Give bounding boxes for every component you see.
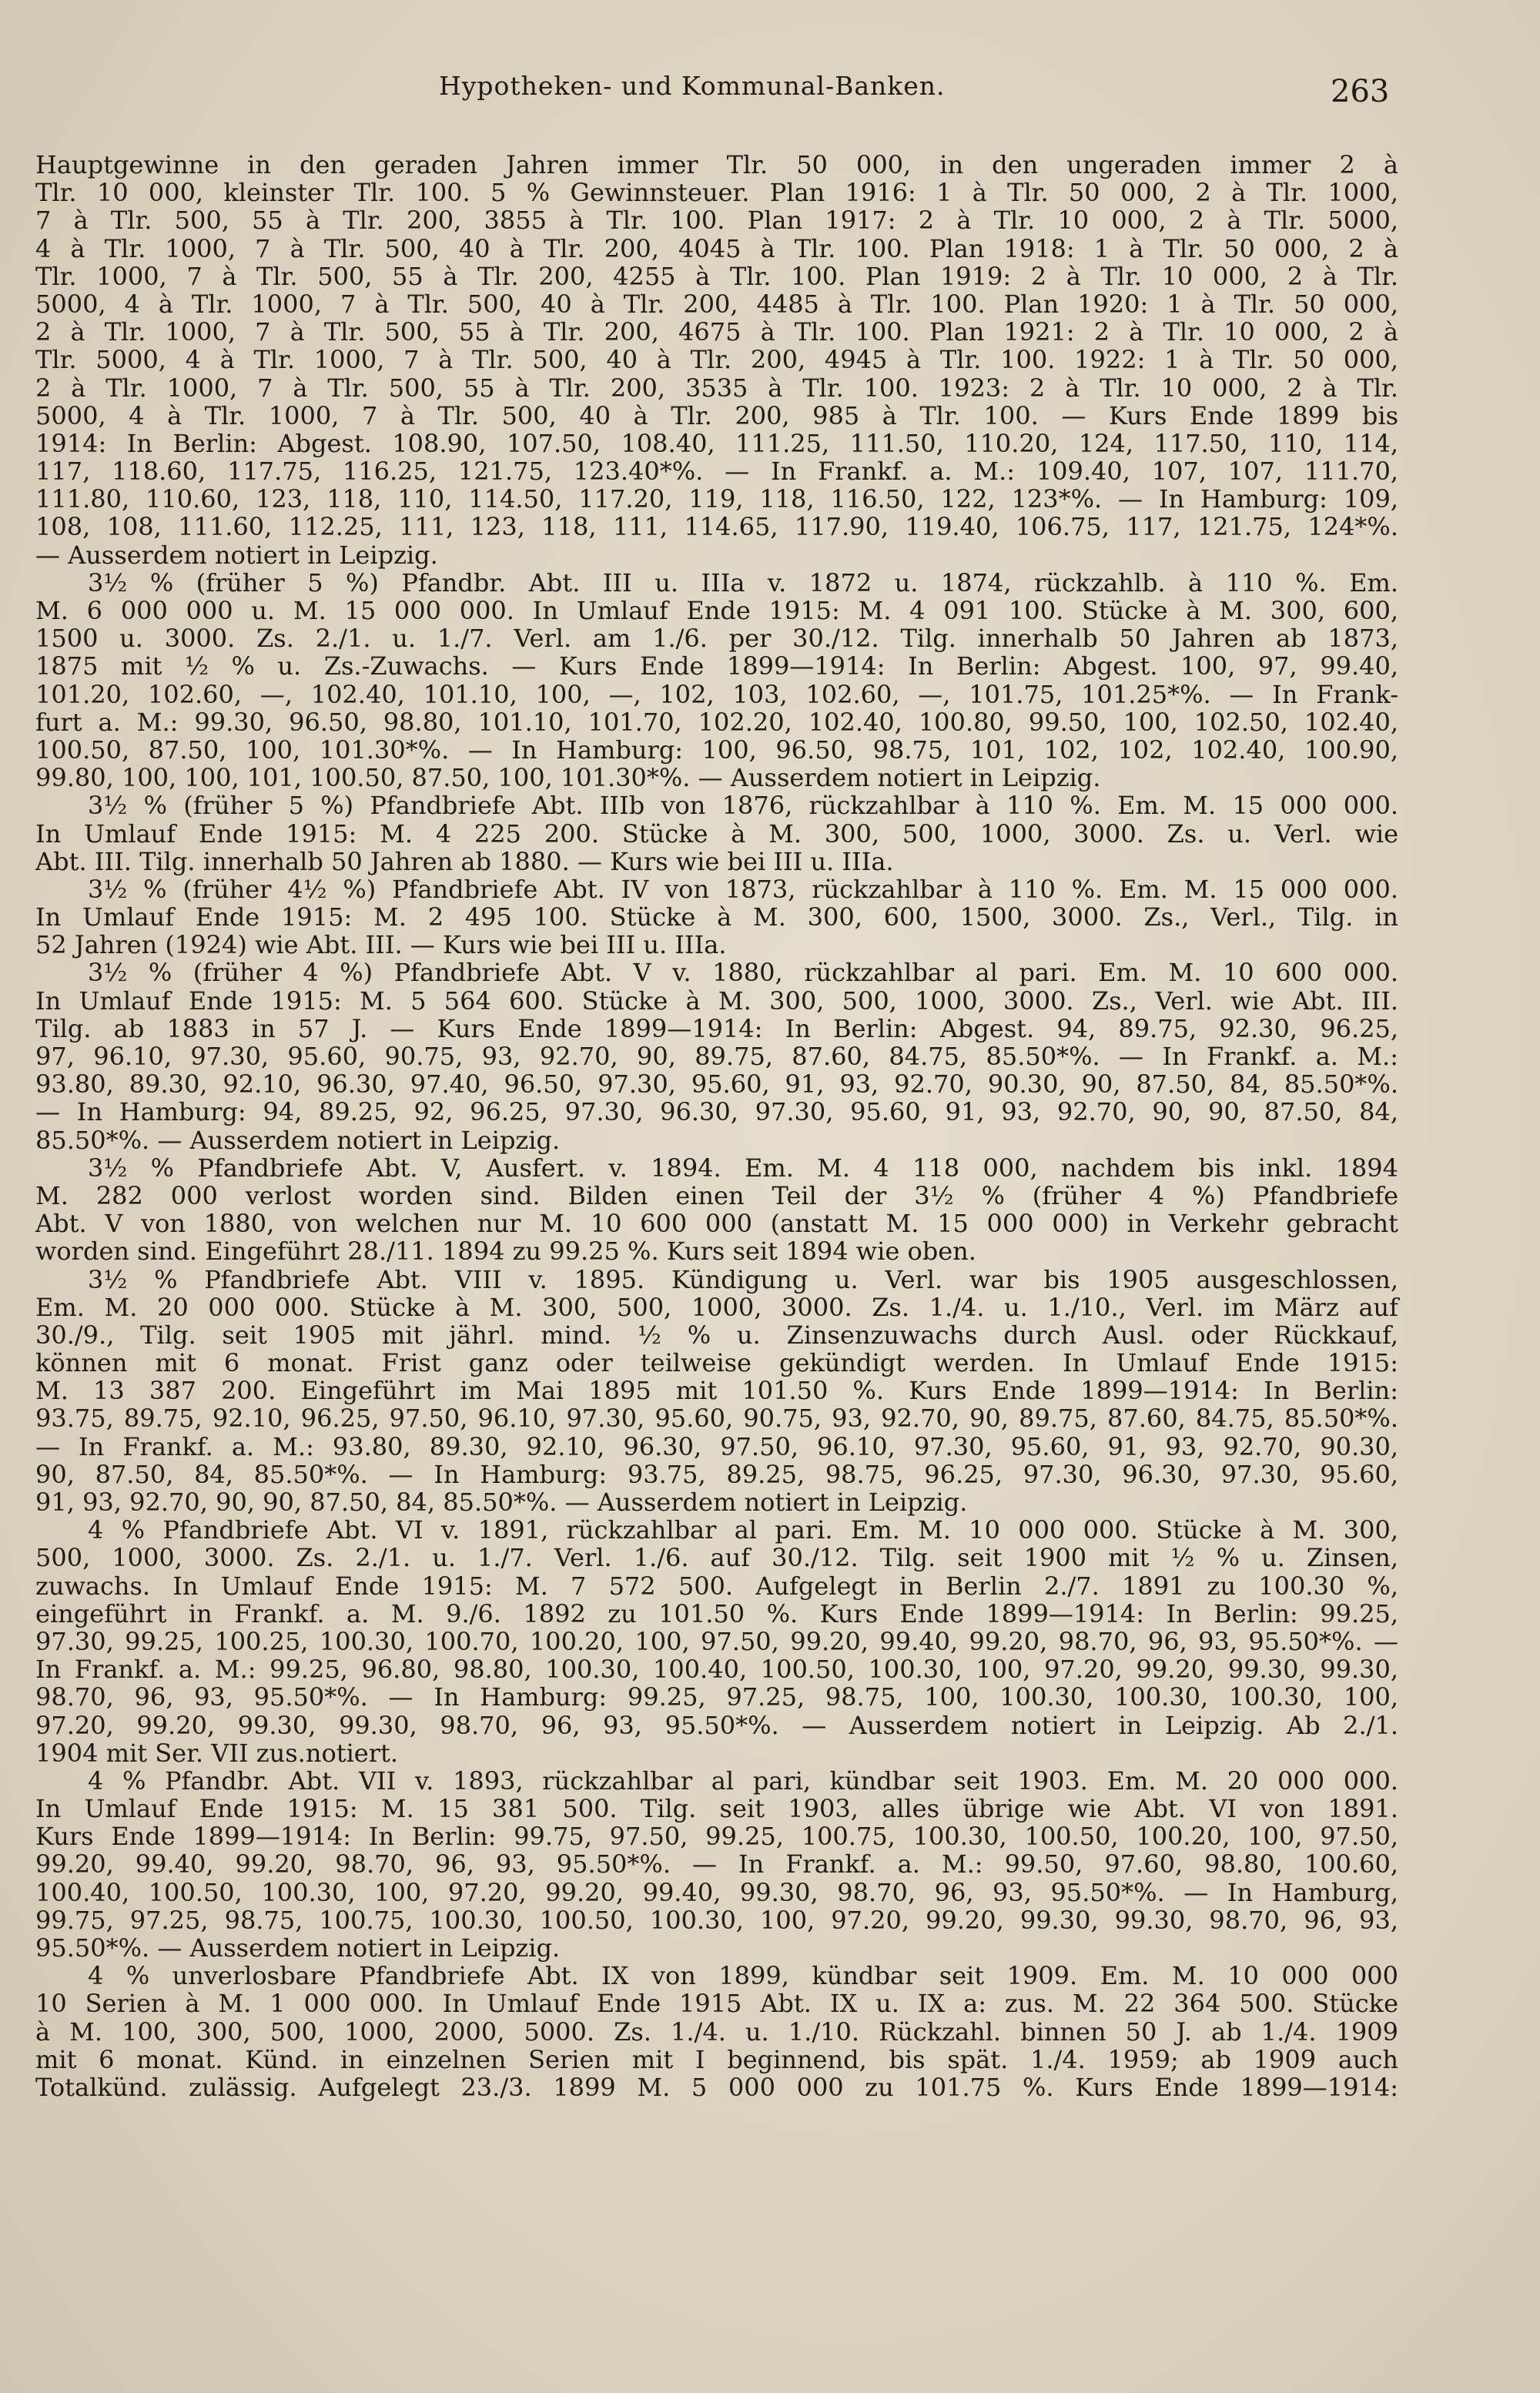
text-line: Abt. III. Tilg. innerhalb 50 Jahren ab 1880. — Kurs wie bei III u. IIIa.: [35, 846, 894, 876]
page-header: [0, 71, 1540, 117]
text-line: 3½ % (früher 5 %) Pfandbr. Abt. III u. IIIa v. 1872 u. 1874, rückzahlb. à 110 %. Em.: [88, 567, 1398, 597]
text-line: In Umlauf Ende 1915: M. 15 381 500. Tilg. seit 1903, alles übrige wie Abt. VI von 1891.: [35, 1794, 1398, 1824]
running-head: Hypotheken- und Kommunal-Banken.: [439, 71, 946, 101]
text-line: 3½ % Pfandbriefe Abt. V, Ausfert. v. 1894. Em. M. 4 118 000, nachdem bis inkl. 1894: [88, 1153, 1398, 1183]
text-line: 90, 87.50, 84, 85.50*%. — In Hamburg: 93.75, 89.25, 98.75, 96.25, 97.30, 96.30, 97.30, 95.60,: [35, 1459, 1398, 1489]
text-line: 4 % Pfandbriefe Abt. VI v. 1891, rückzahlbar al pari. Em. M. 10 000 000. Stücke à M. 300,: [88, 1515, 1398, 1545]
text-line: 1904 mit Ser. VII zus.notiert.: [35, 1738, 399, 1768]
text-line: 3½ % (früher 4 %) Pfandbriefe Abt. V v. 1880, rückzahlbar al pari. Em. M. 10 600 000.: [88, 958, 1398, 988]
text-line: 85.50*%. — Ausserdem notiert in Leipzig.: [35, 1125, 561, 1155]
text-line: Tlr. 1000, 7 à Tlr. 500, 55 à Tlr. 200, 4255 à Tlr. 100. Plan 1919: 2 à Tlr. 10 000, 2 à Tlr.: [35, 261, 1398, 291]
text-line: 10 Serien à M. 1 000 000. In Umlauf Ende 1915 Abt. IX u. IX a: zus. M. 22 364 500. Stücke: [35, 1989, 1398, 2019]
text-line: M. 6 000 000 u. M. 15 000 000. In Umlauf Ende 1915: M. 4 091 100. Stücke à M. 300, 600,: [35, 596, 1398, 625]
text-line: — In Frankf. a. M.: 93.80, 89.30, 92.10, 96.30, 97.50, 96.10, 97.30, 95.60, 91, 93, 92.70, 90.30,: [35, 1431, 1398, 1461]
text-line: 93.80, 89.30, 92.10, 96.30, 97.40, 96.50, 97.30, 95.60, 91, 93, 92.70, 90.30, 90, 87.50, 84, 85.50*%.: [35, 1069, 1398, 1099]
text-line: M. 282 000 verlost worden sind. Bilden einen Teil der 3½ % (früher 4 %) Pfandbriefe: [35, 1180, 1398, 1210]
text-line: mit 6 monat. Künd. in einzelnen Serien mit I beginnend, bis spät. 1./4. 1959; ab 1909 auch: [35, 2044, 1398, 2074]
text-line: 2 à Tlr. 1000, 7 à Tlr. 500, 55 à Tlr. 200, 3535 à Tlr. 100. 1923: 2 à Tlr. 10 000, 2 à Tlr.: [35, 373, 1398, 403]
text-line: 95.50*%. — Ausserdem notiert in Leipzig.: [35, 1933, 561, 1963]
text-line: 4 % unverlosbare Pfandbriefe Abt. IX von 1899, kündbar seit 1909. Em. M. 10 000 000: [88, 1961, 1398, 1991]
text-line: 3½ % Pfandbriefe Abt. VIII v. 1895. Kündigung u. Verl. war bis 1905 ausgeschlossen,: [88, 1264, 1398, 1294]
page-number: 263: [1331, 74, 1390, 109]
text-line: furt a. M.: 99.30, 96.50, 98.80, 101.10, 101.70, 102.20, 102.40, 100.80, 99.50, 100, 102.50, 102.40,: [35, 707, 1398, 737]
text-line: Totalkünd. zulässig. Aufgelegt 23./3. 1899 M. 5 000 000 zu 101.75 %. Kurs Ende 1899—1914:: [35, 2072, 1398, 2102]
text-line: 2 à Tlr. 1000, 7 à Tlr. 500, 55 à Tlr. 200, 4675 à Tlr. 100. Plan 1921: 2 à Tlr. 10 000, 2 à: [35, 317, 1398, 347]
text-line: 30./9., Tilg. seit 1905 mit jährl. mind. ½ % u. Zinsenzuwachs durch Ausl. oder Rückkauf,: [35, 1320, 1398, 1350]
text-line: 4 à Tlr. 1000, 7 à Tlr. 500, 40 à Tlr. 200, 4045 à Tlr. 100. Plan 1918: 1 à Tlr. 50 000, 2 à: [35, 233, 1398, 263]
text-line: 99.20, 99.40, 99.20, 98.70, 96, 93, 95.50*%. — In Frankf. a. M.: 99.50, 97.60, 98.80, 100.60,: [35, 1849, 1398, 1879]
text-line: 97.30, 99.25, 100.25, 100.30, 100.70, 100.20, 100, 97.50, 99.20, 99.40, 99.20, 98.70, 96, 93, 95.50*%. —: [35, 1626, 1398, 1656]
text-line: 1875 mit ½ % u. Zs.-Zuwachs. — Kurs Ende 1899—1914: In Berlin: Abgest. 100, 97, 99.40,: [35, 651, 1398, 681]
text-line: 111.80, 110.60, 123, 118, 110, 114.50, 117.20, 119, 118, 116.50, 122, 123*%. — In Hamburg: 109,: [35, 484, 1398, 514]
text-line: 99.80, 100, 100, 101, 100.50, 87.50, 100, 101.30*%. — Ausserdem notiert in Leipzig.: [35, 763, 1101, 793]
text-line: In Umlauf Ende 1915: M. 2 495 100. Stücke à M. 300, 600, 1500, 3000. Zs., Verl., Tilg. in: [35, 902, 1398, 932]
text-line: zuwachs. In Umlauf Ende 1915: M. 7 572 500. Aufgelegt in Berlin 2./7. 1891 zu 100.30 %,: [35, 1571, 1398, 1601]
text-line: Tlr. 5000, 4 à Tlr. 1000, 7 à Tlr. 500, 40 à Tlr. 200, 4945 à Tlr. 100. 1922: 1 à Tlr. 50 000,: [35, 345, 1398, 375]
text-line: — In Hamburg: 94, 89.25, 92, 96.25, 97.30, 96.30, 97.30, 95.60, 91, 93, 92.70, 90, 90, 87.50, 84,: [35, 1097, 1398, 1127]
text-line: In Umlauf Ende 1915: M. 5 564 600. Stücke à M. 300, 500, 1000, 3000. Zs., Verl. wie Abt. III.: [35, 986, 1398, 1016]
text-line: Tlr. 10 000, kleinster Tlr. 100. 5 % Gewinnsteuer. Plan 1916: 1 à Tlr. 50 000, 2 à Tlr. 1000,: [35, 178, 1398, 208]
text-line: 4 % Pfandbr. Abt. VII v. 1893, rückzahlbar al pari, kündbar seit 1903. Em. M. 20 000 000.: [88, 1765, 1398, 1796]
text-line: 5000, 4 à Tlr. 1000, 7 à Tlr. 500, 40 à Tlr. 200, 985 à Tlr. 100. — Kurs Ende 1899 bis: [35, 400, 1398, 430]
text-line: 108, 108, 111.60, 112.25, 111, 123, 118, 111, 114.65, 117.90, 119.40, 106.75, 117, 121.75, 124*%.: [35, 512, 1398, 542]
body-text: [35, 151, 1398, 2101]
text-line: In Frankf. a. M.: 99.25, 96.80, 98.80, 100.30, 100.40, 100.50, 100.30, 100, 97.20, 99.20, 99.30, 99.30,: [35, 1655, 1398, 1685]
text-line: 97, 96.10, 97.30, 95.60, 90.75, 93, 92.70, 90, 89.75, 87.60, 84.75, 85.50*%. — In Frankf. a. M.:: [35, 1042, 1398, 1071]
text-line: 500, 1000, 3000. Zs. 2./1. u. 1./7. Verl. 1./6. auf 30./12. Tilg. seit 1900 mit ½ % u. Zinsen,: [35, 1543, 1398, 1573]
text-line: 98.70, 96, 93, 95.50*%. — In Hamburg: 99.25, 97.25, 98.75, 100, 100.30, 100.30, 100.30, 100,: [35, 1682, 1398, 1712]
text-line: 99.75, 97.25, 98.75, 100.75, 100.30, 100.50, 100.30, 100, 97.20, 99.20, 99.30, 99.30, 98.70, 96, 93,: [35, 1905, 1398, 1935]
text-line: 1500 u. 3000. Zs. 2./1. u. 1./7. Verl. am 1./6. per 30./12. Tilg. innerhalb 50 Jahren ab 1873,: [35, 624, 1398, 654]
text-line: 101.20, 102.60, —, 102.40, 101.10, 100, —, 102, 103, 102.60, —, 101.75, 101.25*%. — In Frank-: [35, 679, 1398, 709]
text-line: 100.50, 87.50, 100, 101.30*%. — In Hamburg: 100, 96.50, 98.75, 101, 102, 102, 102.40, 100.90,: [35, 735, 1398, 765]
text-line: Abt. V von 1880, von welchen nur M. 10 600 000 (anstatt M. 15 000 000) in Verkehr gebracht: [35, 1209, 1398, 1239]
text-line: können mit 6 monat. Frist ganz oder teilweise gekündigt werden. In Umlauf Ende 1915:: [35, 1348, 1398, 1378]
text-line: worden sind. Eingeführt 28./11. 1894 zu 99.25 %. Kurs seit 1894 wie oben.: [35, 1237, 976, 1267]
text-line: 3½ % (früher 4½ %) Pfandbriefe Abt. IV von 1873, rückzahlbar à 110 %. Em. M. 15 000 000.: [88, 874, 1398, 904]
text-line: 93.75, 89.75, 92.10, 96.25, 97.50, 96.10, 97.30, 95.60, 90.75, 93, 92.70, 90, 89.75, 87.60, 84.75, 85.50*%.: [35, 1404, 1398, 1434]
text-line: In Umlauf Ende 1915: M. 4 225 200. Stücke à M. 300, 500, 1000, 3000. Zs. u. Verl. wie: [35, 818, 1398, 848]
text-line: Hauptgewinne in den geraden Jahren immer Tlr. 50 000, in den ungeraden immer 2 à: [35, 150, 1398, 179]
text-line: M. 13 387 200. Eingeführt im Mai 1895 mit 101.50 %. Kurs Ende 1899—1914: In Berlin:: [35, 1376, 1398, 1406]
text-line: 7 à Tlr. 500, 55 à Tlr. 200, 3855 à Tlr. 100. Plan 1917: 2 à Tlr. 10 000, 2 à Tlr. 5000,: [35, 206, 1398, 236]
text-line: Kurs Ende 1899—1914: In Berlin: 99.75, 97.50, 99.25, 100.75, 100.30, 100.50, 100.20, 100, 97.50,: [35, 1822, 1398, 1852]
text-line: 1914: In Berlin: Abgest. 108.90, 107.50, 108.40, 111.25, 111.50, 110.20, 124, 117.50, 110, 114,: [35, 428, 1398, 458]
text-line: eingeführt in Frankf. a. M. 9./6. 1892 zu 101.50 %. Kurs Ende 1899—1914: In Berlin: 99.25,: [35, 1598, 1398, 1628]
text-line: 52 Jahren (1924) wie Abt. III. — Kurs wie bei III u. IIIa.: [35, 930, 727, 960]
text-line: 3½ % (früher 5 %) Pfandbriefe Abt. IIIb von 1876, rückzahlbar à 110 %. Em. M. 15 000 000.: [88, 791, 1398, 821]
text-line: 5000, 4 à Tlr. 1000, 7 à Tlr. 500, 40 à Tlr. 200, 4485 à Tlr. 100. Plan 1920: 1 à Tlr. 50 000,: [35, 289, 1398, 319]
text-line: 91, 93, 92.70, 90, 90, 87.50, 84, 85.50*%. — Ausserdem notiert in Leipzig.: [35, 1488, 968, 1517]
text-line: à M. 100, 300, 500, 1000, 2000, 5000. Zs. 1./4. u. 1./10. Rückzahl. binnen 50 J. ab 1./4. 1909: [35, 2016, 1398, 2047]
text-line: 97.20, 99.20, 99.30, 99.30, 98.70, 96, 93, 95.50*%. — Ausserdem notiert in Leipzig. Ab 2./1.: [35, 1710, 1398, 1740]
text-line: Em. M. 20 000 000. Stücke à M. 300, 500, 1000, 3000. Zs. 1./4. u. 1./10., Verl. im März auf: [35, 1292, 1398, 1322]
text-line: 100.40, 100.50, 100.30, 100, 97.20, 99.20, 99.40, 99.30, 98.70, 96, 93, 95.50*%. — In Hamburg,: [35, 1877, 1398, 1907]
text-line: — Ausserdem notiert in Leipzig.: [35, 540, 438, 570]
text-line: 117, 118.60, 117.75, 116.25, 121.75, 123.40*%. — In Frankf. a. M.: 109.40, 107, 107, 111.70,: [35, 457, 1398, 487]
text-line: Tilg. ab 1883 in 57 J. — Kurs Ende 1899—1914: In Berlin: Abgest. 94, 89.75, 92.30, 96.25,: [35, 1013, 1398, 1043]
